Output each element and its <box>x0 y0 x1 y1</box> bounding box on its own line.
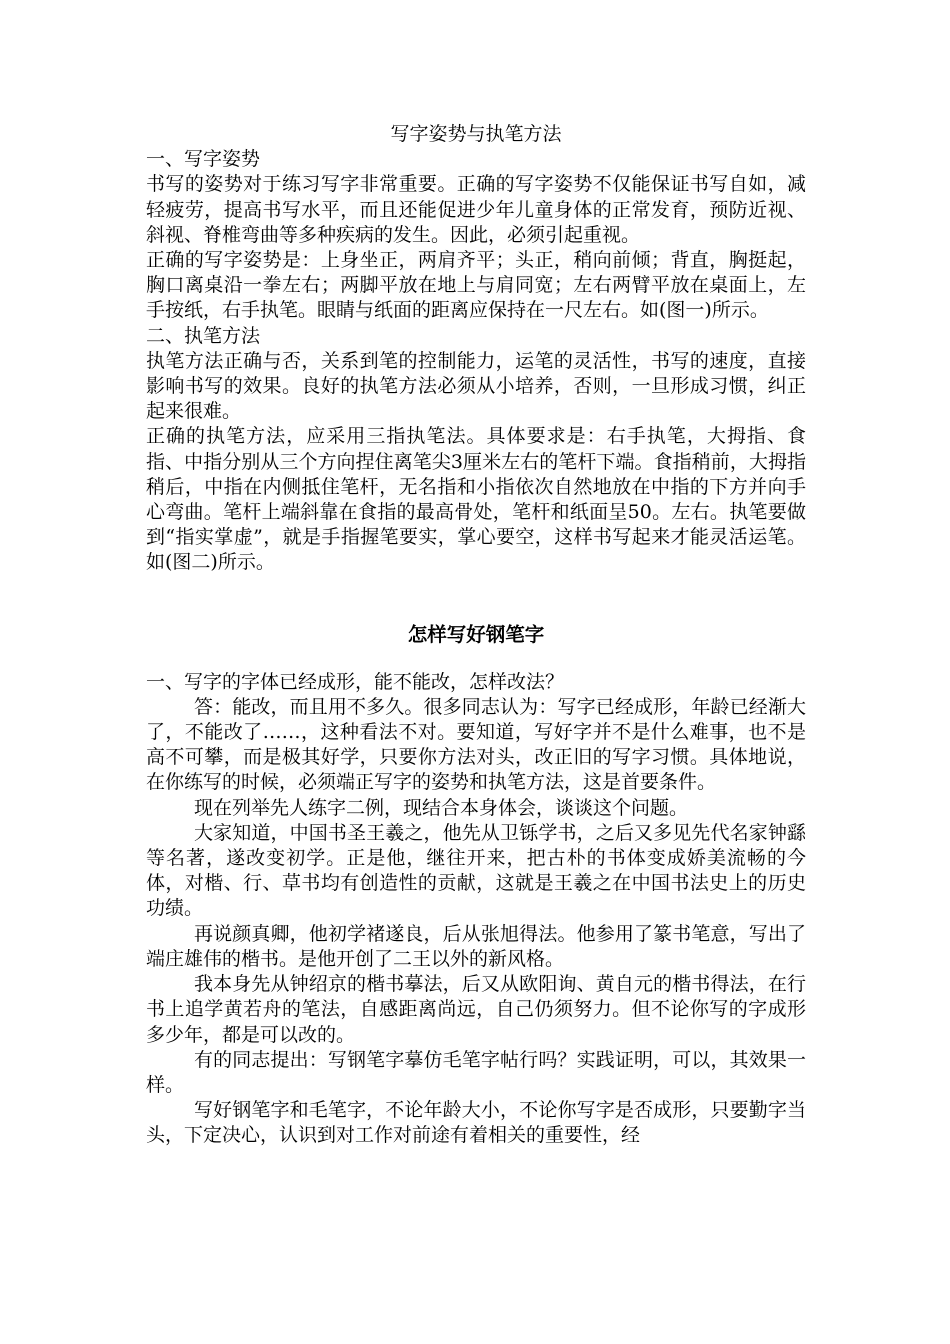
section1-title: 写字姿势与执笔方法 <box>390 123 562 145</box>
section2-question-1: 一、写字的字体已经成形，能不能改，怎样改法？ <box>146 670 565 693</box>
title-gap <box>146 648 806 670</box>
section1-paragraph-4: 正确的执笔方法，应采用三指执笔法。具体要求是：右手执笔，大拇指、食指、中指分别从三个方向捏住离笔尖3厘米左右的笔杆下端。食指稍前，大拇指稍后，中指在内侧抵住笔杆，无名指和小指依次自然地放在中指的下方并向手心弯曲。笔杆上端斜靠在食指的最高骨处，笔杆和纸面呈50。左右。执笔要做到“指实掌虚”，就是手指握笔要实，掌心要空，这样书写起来才能灵活运笔。如(图二)所示。 <box>146 425 806 574</box>
document-page <box>146 122 806 1149</box>
section2-paragraph-3: 大家知道，中国书圣王羲之，他先从卫铄学书，之后又多见先代名家钟繇等名著，遂改变初学。正是他，继往开来，把古朴的书体变成娇美流畅的今体，对楷、行、草书均有创造性的贡献，这就是王羲之在中国书法史上的历史功绩。 <box>146 821 806 920</box>
section2-answer-1: 答：能改，而且用不多久。很多同志认为：写字已经成形，年龄已经渐大了，不能改了……，这种看法不对。要知道，写好字并不是什么难事，也不是高不可攀，而是极其好学，只要你方法对头，改正旧的写字习惯。具体地说，在你练写的时候，必须端正写字的姿势和执笔方法，这是首要条件。 <box>146 695 806 794</box>
section1-heading-posture: 一、写字姿势 <box>146 148 261 171</box>
section-gap <box>146 576 806 622</box>
section2-paragraph-4: 再说颜真卿，他初学褚遂良，后从张旭得法。他参用了篆书笔意，写出了端庄雄伟的楷书。是他开创了二王以外的新风格。 <box>146 922 806 970</box>
section2-paragraph-2: 现在列举先人练字二例，现结合本身体会，谈谈这个问题。 <box>194 796 689 819</box>
section1-paragraph-1: 书写的姿势对于练习写字非常重要。正确的写字姿势不仅能保证书写自如，减轻疲劳，提高书写水平，而且还能促进少年儿童身体的正常发育，预防近视、斜视、脊椎弯曲等多种疾病的发生。因此，必须引起重视。 <box>146 173 806 246</box>
section2-title: 怎样写好钢笔字 <box>407 622 545 646</box>
section1-paragraph-2: 正确的写字姿势是：上身坐正，两肩齐平；头正，稍向前倾；背直，胸挺起，胸口离桌沿一拳左右；两脚平放在地上与肩同宽；左右两臂平放在桌面上，左手按纸，右手执笔。眼睛与纸面的距离应保持在一尺左右。如(图一)所示。 <box>146 249 806 322</box>
section1-heading-pen-holding: 二、执笔方法 <box>146 324 261 347</box>
section2-paragraph-6: 有的同志提出：写钢笔字摹仿毛笔字帖行吗？实践证明，可以，其效果一样。 <box>146 1048 806 1096</box>
section2-paragraph-5: 我本身先从钟绍京的楷书摹法，后又从欧阳询、黄自元的楷书得法，在行书上追学黄若舟的笔法，自感距离尚远，自己仍须努力。但不论你写的字成形多少年，都是可以改的。 <box>146 973 806 1046</box>
section2-paragraph-7: 写好钢笔字和毛笔字，不论年龄大小，不论你写字是否成形，只要勤字当头，下定决心，认识到对工作对前途有着相关的重要性，经 <box>146 1099 806 1147</box>
section1-paragraph-3: 执笔方法正确与否，关系到笔的控制能力，运笔的灵活性，书写的速度，直接影响书写的效果。良好的执笔方法必须从小培养，否则，一旦形成习惯，纠正起来很难。 <box>146 349 806 423</box>
